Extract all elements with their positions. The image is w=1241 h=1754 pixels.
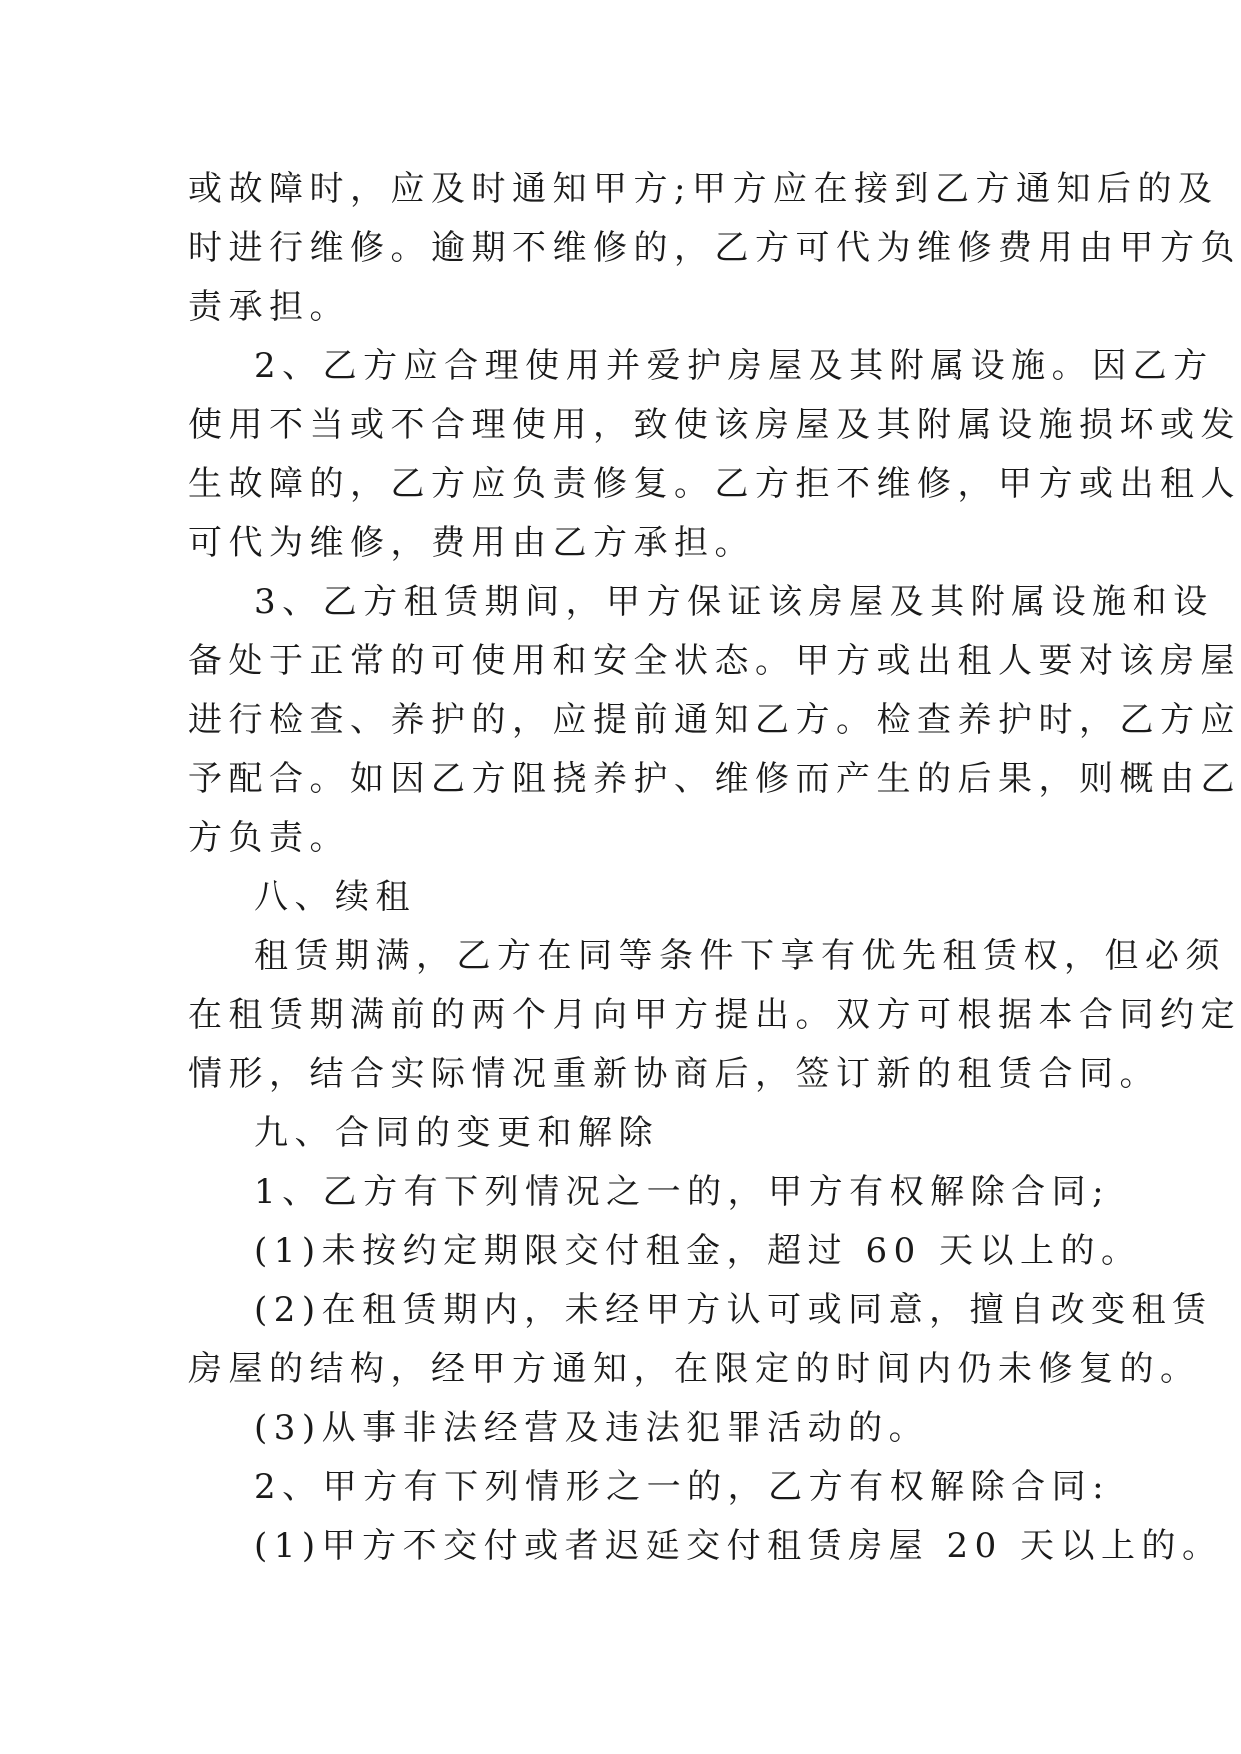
text-line: 房屋的结构，经甲方通知，在限定的时间内仍未修复的。	[188, 1349, 1201, 1389]
text-line: 责承担。	[188, 287, 350, 327]
text-line: 备处于正常的可使用和安全状态。甲方或出租人要对该房屋	[188, 641, 1241, 681]
text-line: 进行检查、养护的，应提前通知乙方。检查养护时，乙方应	[188, 700, 1241, 740]
document-body	[188, 160, 1241, 1576]
text-line: 3、乙方租赁期间，甲方保证该房屋及其附属设施和设	[254, 582, 1214, 622]
text-line: 租赁期满，乙方在同等条件下享有优先租赁权，但必须	[254, 936, 1226, 976]
text-line: 可代为维修，费用由乙方承担。	[188, 523, 755, 563]
text-line: 在租赁期满前的两个月向甲方提出。双方可根据本合同约定	[188, 995, 1241, 1035]
list-item: (2)在租赁期内，未经甲方认可或同意，擅自改变租赁	[254, 1290, 1213, 1330]
text-line: 或故障时，应及时通知甲方;甲方应在接到乙方通知后的及	[188, 169, 1219, 209]
text-line: 使用不当或不合理使用，致使该房屋及其附属设施损坏或发	[188, 405, 1241, 445]
text-line: 方负责。	[188, 818, 350, 858]
section-heading: 九、合同的变更和解除	[254, 1113, 659, 1153]
text-line: 时进行维修。逾期不维修的，乙方可代为维修费用由甲方负	[188, 228, 1241, 268]
list-item: (1)未按约定期限交付租金，超过 60 天以上的。	[254, 1231, 1142, 1271]
text-line: 2、乙方应合理使用并爱护房屋及其附属设施。因乙方	[254, 346, 1214, 386]
text-line: 予配合。如因乙方阻挠养护、维修而产生的后果，则概由乙	[188, 759, 1241, 799]
text-line: 生故障的，乙方应负责修复。乙方拒不维修，甲方或出租人	[188, 464, 1241, 504]
list-item: (1)甲方不交付或者迟延交付租赁房屋 20 天以上的。	[254, 1526, 1223, 1566]
list-item: (3)从事非法经营及违法犯罪活动的。	[254, 1408, 930, 1448]
text-line: 1、乙方有下列情况之一的，甲方有权解除合同;	[254, 1172, 1111, 1212]
section-heading: 八、续租	[254, 877, 416, 917]
text-line: 2、甲方有下列情形之一的，乙方有权解除合同:	[254, 1467, 1111, 1507]
text-line: 情形，结合实际情况重新协商后，签订新的租赁合同。	[188, 1054, 1160, 1094]
